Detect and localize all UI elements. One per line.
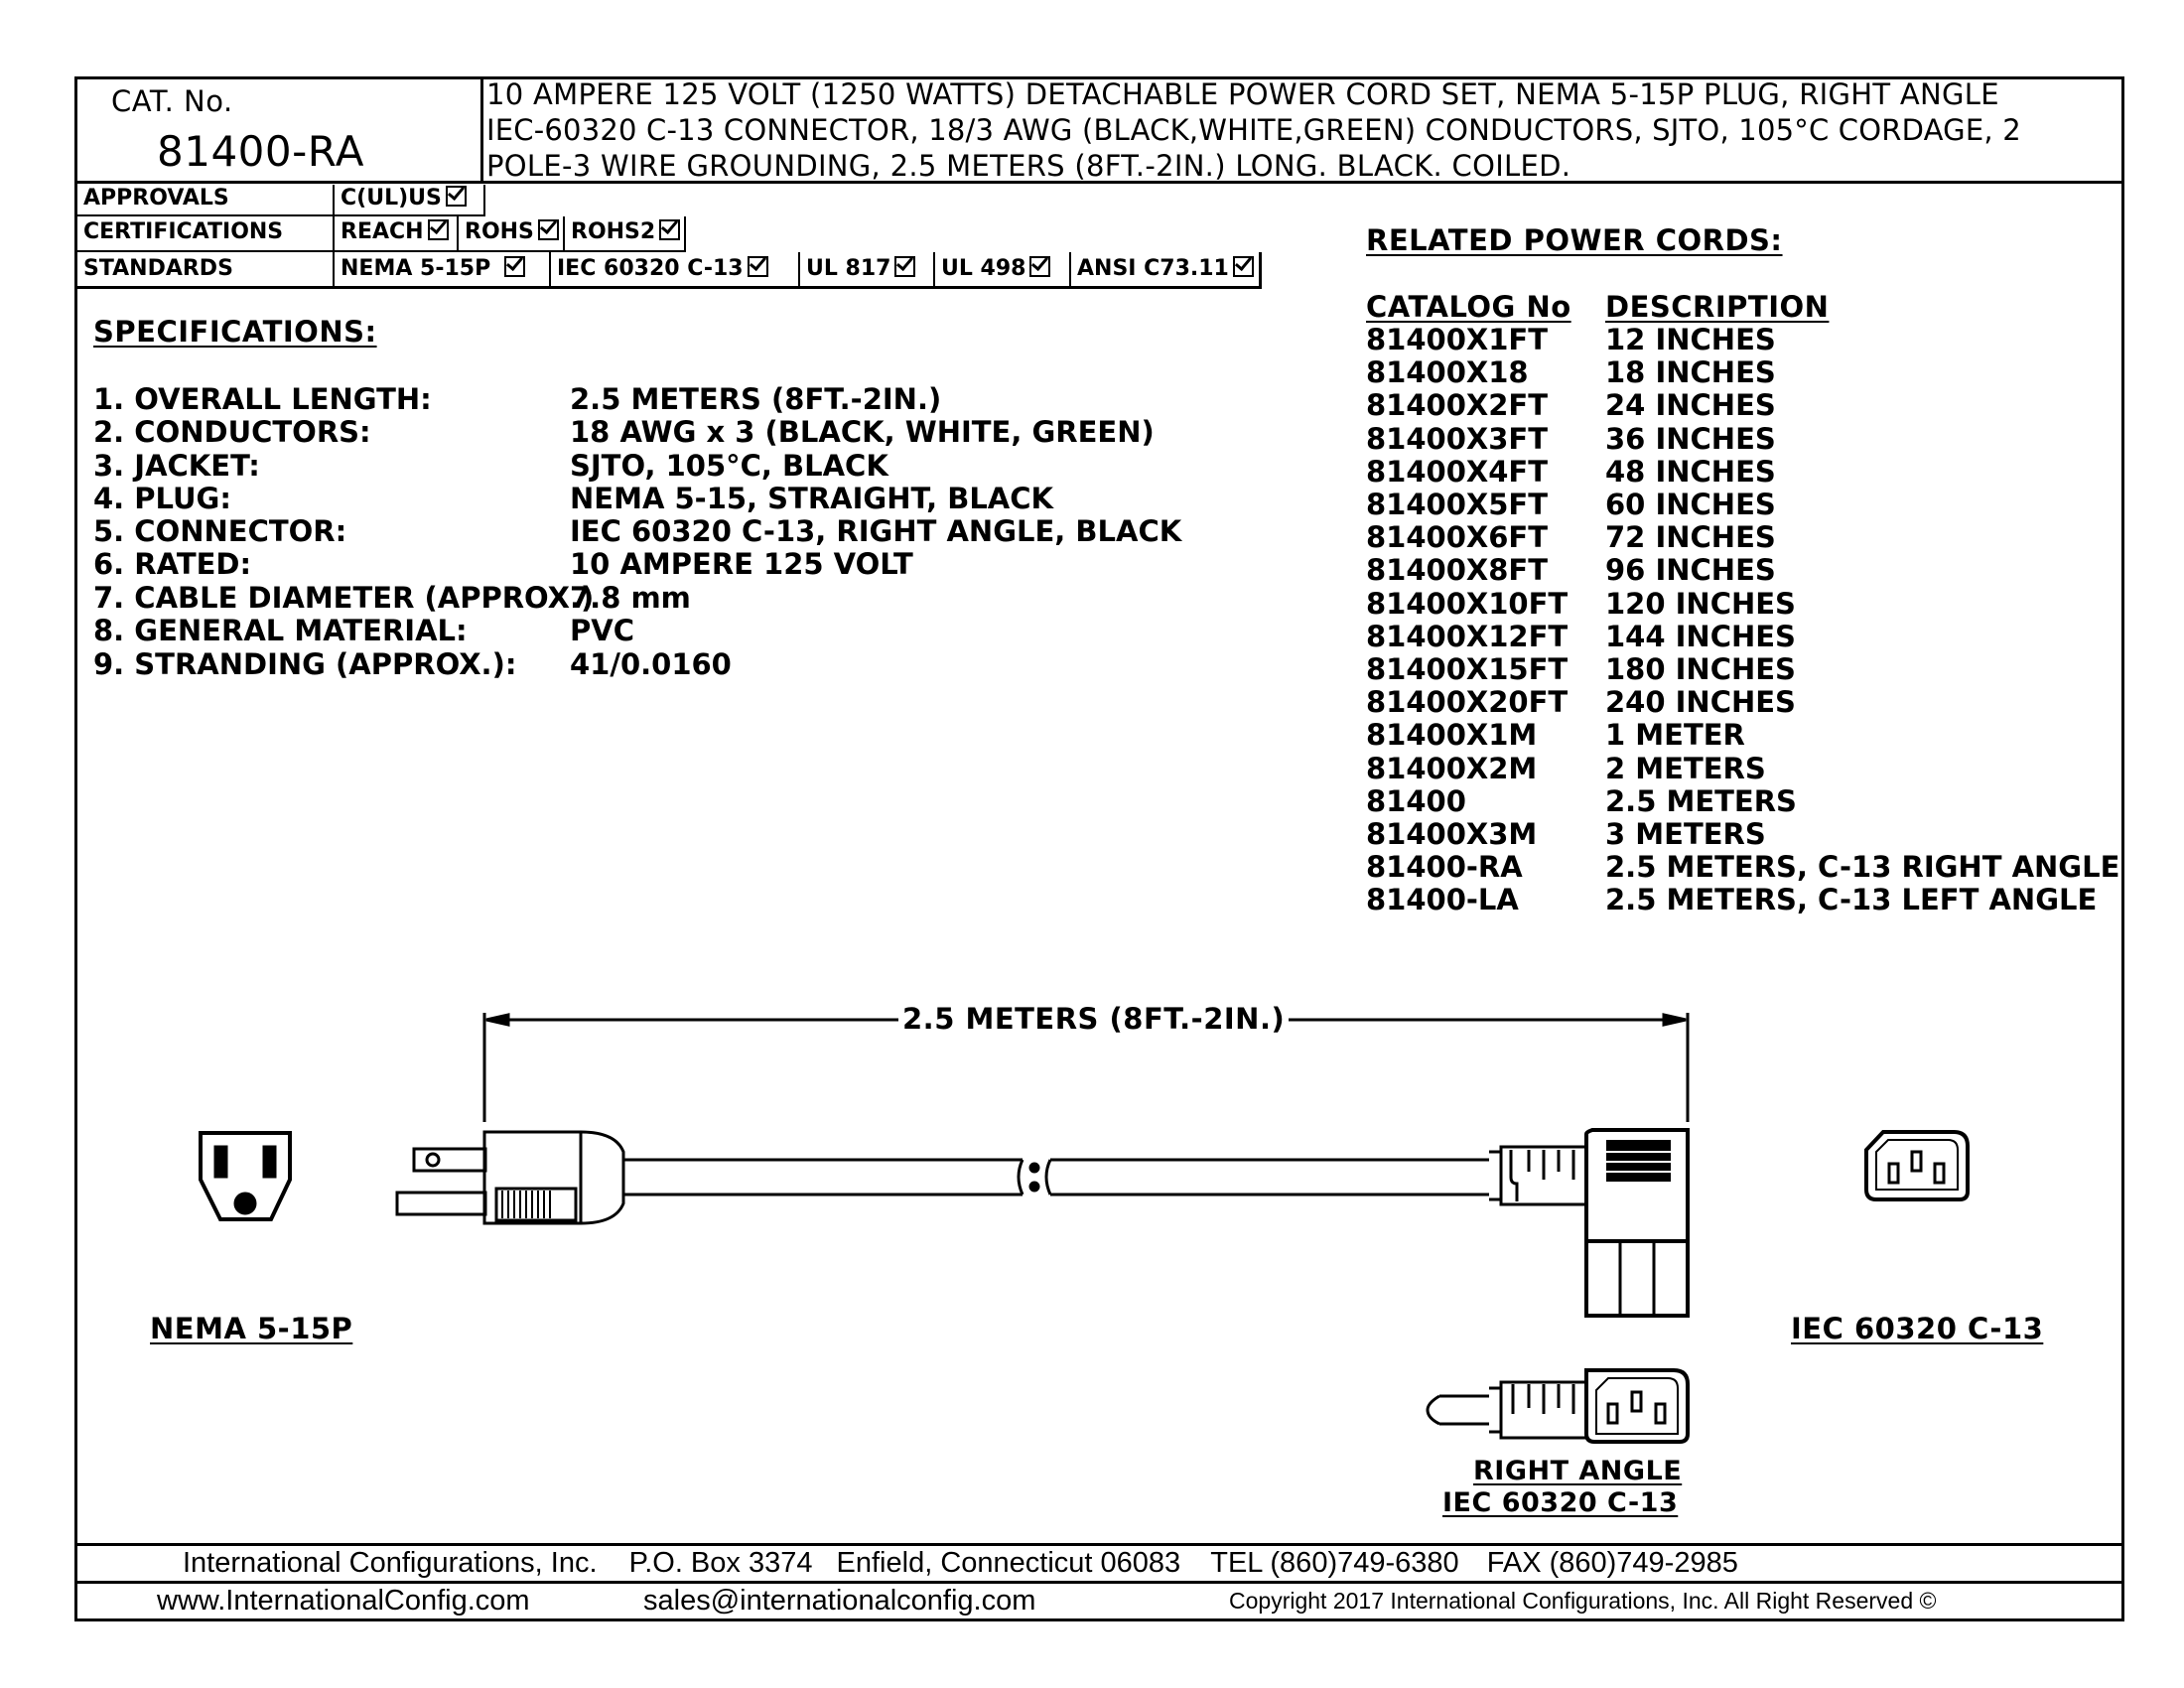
plug-label: NEMA 5-15P (150, 1312, 353, 1345)
nema-plug-icon (397, 1132, 623, 1223)
related-description: 48 INCHES (1605, 455, 1776, 489)
footer-divider-mid (74, 1581, 2124, 1584)
spec-label: 7. CABLE DIAMETER (APPROX.) (93, 581, 595, 615)
copyright: Copyright 2017 International Configurations, Inc. All Right Reserved © (1229, 1588, 1937, 1614)
related-description: 2.5 METERS (1605, 784, 1797, 818)
related-catalog-no: 81400 (1366, 784, 1466, 818)
right-angle-connector-icon (1489, 1130, 1688, 1316)
related-description: 180 INCHES (1605, 652, 1796, 686)
spec-label: 1. OVERALL LENGTH: (93, 382, 432, 416)
related-description: 2 METERS (1605, 752, 1766, 785)
std-ul817-text: UL 817 (806, 256, 891, 281)
iec-c13-face-icon (1866, 1132, 1968, 1199)
spec-value: SJTO, 105°C, BLACK (570, 449, 888, 483)
description-line-2: IEC-60320 C-13 CONNECTOR, 18/3 AWG (BLACK,WHITE,GREEN) CONDUCTORS, SJTO, 105°C CORDAGE, 2 (486, 113, 2021, 147)
dimension-label: 2.5 METERS (8FT.-2IN.) (898, 1005, 1289, 1034)
description-line-1: 10 AMPERE 125 VOLT (1250 WATTS) DETACHABLE POWER CORD SET, NEMA 5-15P PLUG, RIGHT ANGLE (486, 77, 1999, 111)
related-heading: RELATED POWER CORDS: (1366, 223, 1783, 257)
city: Enfield, Connecticut 06083 (836, 1547, 1181, 1579)
cat-number: 81400-RA (157, 127, 364, 176)
right-angle-connector-label: IEC 60320 C-13 (1442, 1487, 1679, 1518)
related-description: 96 INCHES (1605, 553, 1776, 587)
telephone: TEL (860)749-6380 (1210, 1547, 1459, 1579)
related-catalog-no: 81400X4FT (1366, 455, 1549, 489)
nema-5-15p-face-icon (201, 1133, 290, 1219)
approval-culus-text: C(UL)US (341, 186, 442, 211)
spec-label: 2. CONDUCTORS: (93, 415, 371, 449)
spec-value: IEC 60320 C-13, RIGHT ANGLE, BLACK (570, 514, 1182, 548)
related-catalog-no: 81400X15FT (1366, 652, 1569, 686)
arrow-left-icon (486, 1015, 508, 1025)
cat-label: CAT. No. (111, 84, 233, 118)
cert-reach-text: REACH (341, 219, 424, 244)
std-ul498-text: UL 498 (941, 256, 1026, 281)
spec-value: PVC (570, 614, 634, 647)
spec-label: 4. PLUG: (93, 482, 231, 515)
related-col-catalog: CATALOG No (1366, 290, 1571, 324)
related-description: 1 METER (1605, 718, 1745, 752)
related-description: 72 INCHES (1605, 520, 1776, 554)
spec-value: 2.5 METERS (8FT.-2IN.) (570, 382, 942, 416)
spec-value: 41/0.0160 (570, 647, 732, 681)
related-catalog-no: 81400X5FT (1366, 488, 1549, 521)
po-box: P.O. Box 3374 (628, 1547, 813, 1579)
description-line-3: POLE-3 WIRE GROUNDING, 2.5 METERS (8FT.-2IN.) LONG. BLACK. COILED. (486, 149, 1571, 183)
spec-value: 10 AMPERE 125 VOLT (570, 547, 913, 581)
cert-rohs2-text: ROHS2 (571, 219, 656, 244)
related-catalog-no: 81400-RA (1366, 850, 1523, 884)
spec-label: 8. GENERAL MATERIAL: (93, 614, 468, 647)
spec-value: 7.8 mm (570, 581, 691, 615)
company-name: International Configurations, Inc. (183, 1547, 598, 1579)
related-description: 120 INCHES (1605, 587, 1796, 621)
footer-divider-top (74, 1543, 2124, 1546)
spec-label: 9. STRANDING (APPROX.): (93, 647, 517, 681)
spec-label: 3. JACKET: (93, 449, 260, 483)
approvals-label: APPROVALS (77, 185, 335, 216)
related-catalog-no: 81400X20FT (1366, 685, 1569, 719)
related-catalog-no: 81400X3M (1366, 817, 1538, 851)
related-catalog-no: 81400X18 (1366, 355, 1529, 389)
related-catalog-no: 81400X10FT (1366, 587, 1569, 621)
related-catalog-no: 81400X6FT (1366, 520, 1549, 554)
arrow-right-icon (1664, 1015, 1686, 1025)
related-description: 18 INCHES (1605, 355, 1776, 389)
footer-line-1 (183, 1549, 1738, 1578)
related-description: 3 METERS (1605, 817, 1766, 851)
fax: FAX (860)749-2985 (1486, 1547, 1738, 1579)
spec-value: NEMA 5-15, STRAIGHT, BLACK (570, 482, 1054, 515)
related-catalog-no: 81400X2M (1366, 752, 1538, 785)
related-catalog-no: 81400X12FT (1366, 620, 1569, 653)
right-angle-top-view-icon (1428, 1370, 1688, 1442)
related-catalog-no: 81400X3FT (1366, 422, 1549, 456)
spec-label: 5. CONNECTOR: (93, 514, 347, 548)
related-description: 60 INCHES (1605, 488, 1776, 521)
related-description: 36 INCHES (1605, 422, 1776, 456)
std-ansi-text: ANSI C73.11 (1077, 256, 1229, 281)
cert-rohs-text: ROHS (465, 219, 534, 244)
email-link[interactable]: sales@internationalconfig.com (643, 1585, 1036, 1617)
related-catalog-no: 81400X1FT (1366, 323, 1549, 356)
right-angle-label: RIGHT ANGLE (1473, 1456, 1683, 1486)
specifications-heading: SPECIFICATIONS: (93, 315, 377, 349)
related-catalog-no: 81400X2FT (1366, 388, 1549, 422)
related-description: 12 INCHES (1605, 323, 1776, 356)
related-catalog-no: 81400-LA (1366, 883, 1519, 916)
related-description: 2.5 METERS, C-13 LEFT ANGLE (1605, 883, 2098, 916)
related-description: 240 INCHES (1605, 685, 1796, 719)
related-description: 144 INCHES (1605, 620, 1796, 653)
spec-value: 18 AWG x 3 (BLACK, WHITE, GREEN) (570, 415, 1155, 449)
certifications-label: CERTIFICATIONS (77, 216, 335, 252)
related-catalog-no: 81400X1M (1366, 718, 1538, 752)
related-description: 24 INCHES (1605, 388, 1776, 422)
standards-label: STANDARDS (77, 252, 335, 289)
std-nema-text: NEMA 5-15P (341, 256, 491, 281)
connector-label: IEC 60320 C-13 (1791, 1312, 2044, 1345)
std-iec-text: IEC 60320 C-13 (557, 256, 744, 281)
website-link[interactable]: www.InternationalConfig.com (157, 1585, 530, 1617)
related-catalog-no: 81400X8FT (1366, 553, 1549, 587)
related-description: 2.5 METERS, C-13 RIGHT ANGLE (1605, 850, 2120, 884)
cable-icon (623, 1160, 1489, 1195)
related-col-description: DESCRIPTION (1605, 290, 1830, 324)
spec-label: 6. RATED: (93, 547, 252, 581)
